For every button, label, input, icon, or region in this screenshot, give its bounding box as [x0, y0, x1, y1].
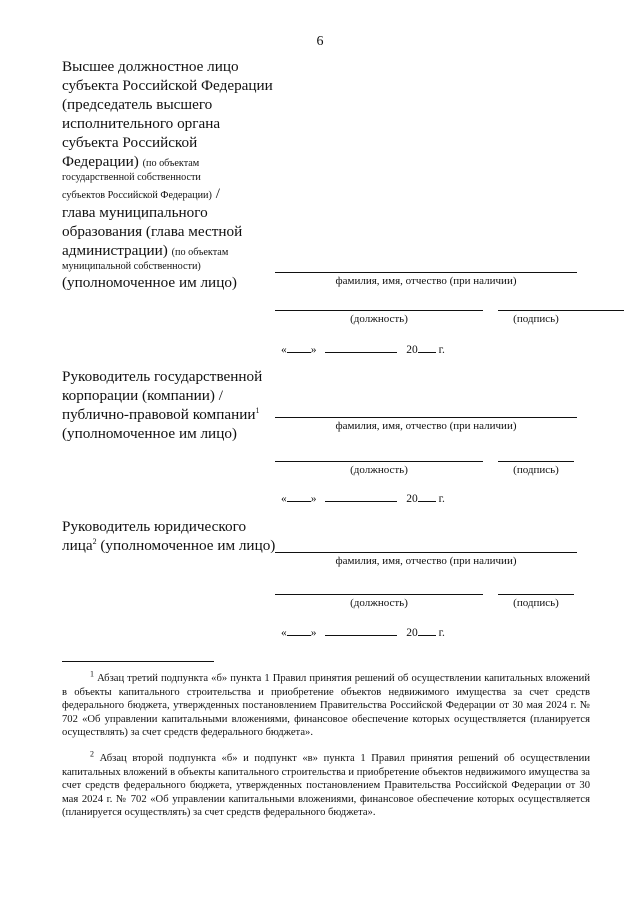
label-line: Руководитель юридического [62, 518, 247, 535]
position-caption: (должность) [350, 464, 408, 476]
label-note: государственной собственности [62, 172, 201, 183]
label-line: субъекта Российской Федерации [62, 77, 273, 94]
label-line: субъектов Российской Федерации) / [62, 185, 220, 202]
position-line[interactable] [275, 594, 483, 595]
signatory-label-1 [62, 57, 282, 292]
position-caption: (должность) [350, 597, 408, 609]
label-line: исполнительного органа [62, 115, 221, 132]
fio-caption: фамилия, имя, отчество (при наличии) [335, 420, 517, 432]
footnote-ref[interactable]: 1 [255, 405, 260, 415]
label-line: Федерации) (по объектам [62, 153, 200, 170]
label-line: образования (глава местной [62, 223, 243, 240]
label-line: (уполномоченное им лицо) [62, 274, 237, 291]
footnote-1: $^1$ Абзац третий подпункта «б» пункта 1 Правил принятия решений об осуществлении капитальных вложений в объекты капитального строительства и приобретение объектов недвижимого имущества за счет средств федерального бюджета, утвержденных постановлением Правительства Российской Федерации от 30 мая 2024 г. № 702 «Об управлении капитальными вложениями, финансовое обеспечение которых осуществляется (планируется осуществлять) за счет средств федерального бюджета». [62, 669, 590, 739]
position-caption: (должность) [350, 313, 408, 325]
label-line: публично-правовой компании$^1$ [62, 405, 260, 423]
label-line: Высшее должностное лицо [62, 58, 239, 75]
signature-caption: (подпись) [513, 597, 559, 609]
label-line: глава муниципального [62, 204, 208, 221]
footnote-number: 2 [90, 749, 94, 759]
position-line[interactable] [275, 310, 483, 311]
signature-caption: (подпись) [513, 464, 559, 476]
label-line: субъекта Российской [62, 134, 198, 151]
signature-line[interactable] [498, 594, 574, 595]
label-note: муниципальной собственности) [62, 261, 201, 272]
footnote-2: $^2$ Абзац второй подпункта «б» и подпункт «в» пункта 1 Правил принятия решений об осуществлении капитальных вложений в объекты капитального строительства и приобретение объектов недвижимого имущества за счет средств федерального бюджета, утвержденных постановлением Правительства Российской Федерации от 30 мая 2024 г. № 702 «Об управлении капитальными вложениями, финансовое обеспечение которых осуществляется (планируется осуществлять) за счет средств федерального бюджета». [62, 749, 590, 819]
signatory-label-3 [62, 517, 282, 555]
label-line: Руководитель государственной [62, 368, 263, 385]
signature-line[interactable] [498, 461, 574, 462]
label-line: (уполномоченное им лицо) [62, 425, 237, 442]
date-field[interactable]: « » 20 г. [281, 493, 445, 505]
footnote-ref[interactable]: 2 [92, 536, 97, 546]
label-line: корпорации (компании) / [62, 387, 223, 404]
position-line[interactable] [275, 461, 483, 462]
signature-caption: (подпись) [513, 313, 559, 325]
page-number: 6 [316, 34, 324, 49]
footnote-separator [62, 661, 214, 662]
fio-line[interactable] [275, 417, 577, 418]
fio-caption: фамилия, имя, отчество (при наличии) [335, 275, 517, 287]
label-line: лица$^2$ (уполномоченное им лицо) [62, 536, 276, 554]
date-field[interactable]: « » 20 г. [281, 627, 445, 639]
signature-line[interactable] [498, 310, 624, 311]
label-line: администрации) (по объектам [62, 242, 229, 259]
label-line: (председатель высшего [62, 96, 213, 113]
signatory-label-2 [62, 367, 282, 443]
fio-line[interactable] [275, 272, 577, 273]
fio-line[interactable] [275, 552, 577, 553]
footnote-number: 1 [90, 669, 94, 679]
date-field[interactable]: « » 20 г. [281, 344, 445, 356]
fio-caption: фамилия, имя, отчество (при наличии) [335, 555, 517, 567]
